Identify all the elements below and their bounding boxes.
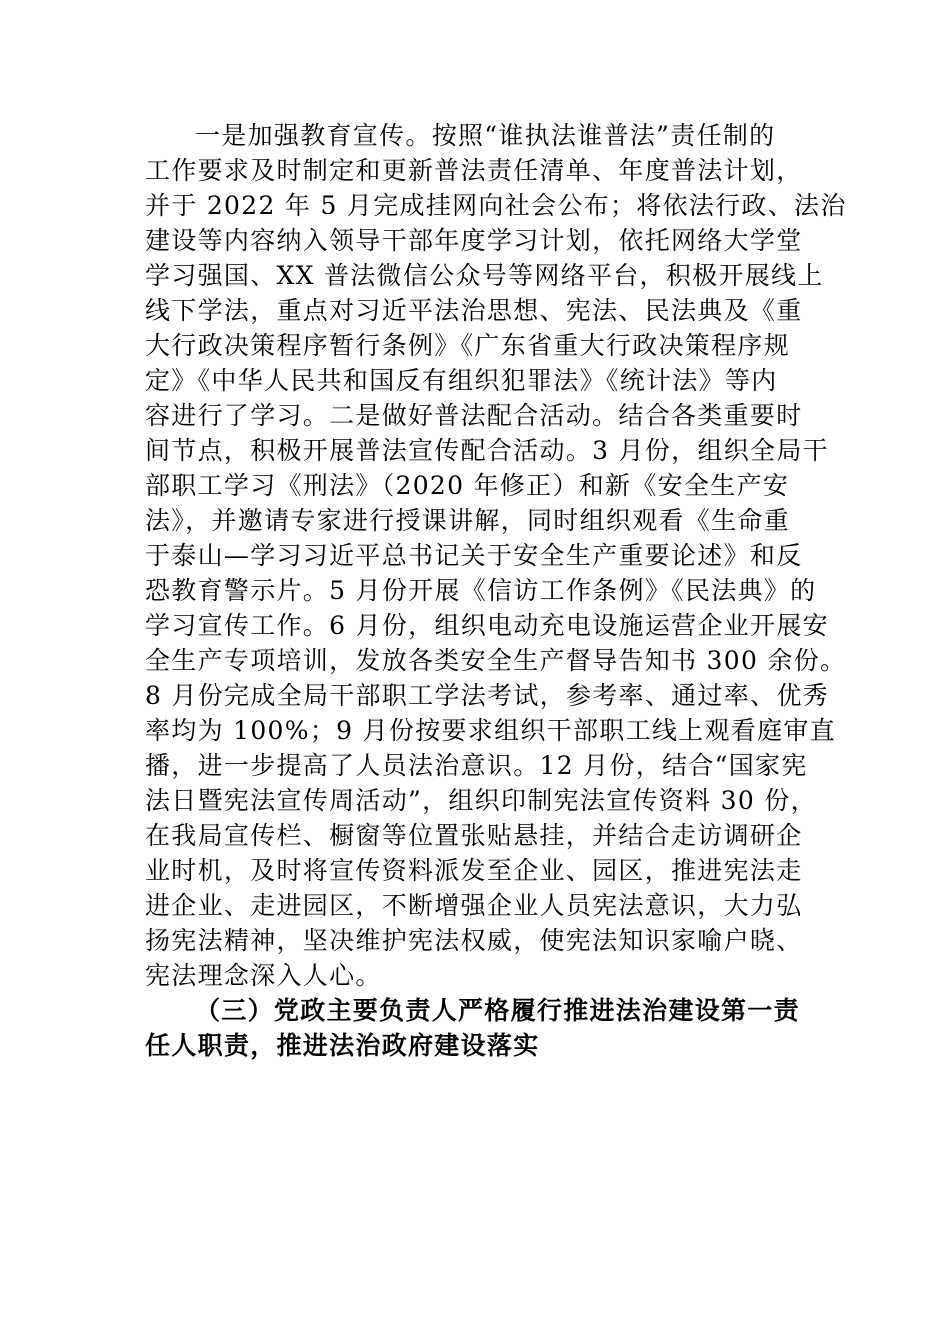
paragraph-line: 扬宪法精神，坚决维护宪法权威，使宪法知识家喻户晓、 xyxy=(145,926,803,955)
paragraph-line: 率均为 100%；9 月份按要求组织干部职工线上观看庭审直 xyxy=(145,716,836,745)
paragraph-line: 宪法理念深入人心。 xyxy=(145,961,382,990)
paragraph-line: 一是加强教育宣传。按照“谁执法谁普法”责任制的 xyxy=(195,121,776,150)
paragraph-line: 业时机，及时将宣传资料派发至企业、园区，推进宪法走 xyxy=(145,856,803,885)
paragraph-line: 学习宣传工作。6 月份，组织电动充电设施运营企业开展安 xyxy=(145,611,829,640)
section-heading-line: 任人职责，推进法治政府建设落实 xyxy=(145,1031,540,1060)
paragraph-line: 部职工学习《刑法》（2020 年修正）和新《安全生产安 xyxy=(145,471,790,500)
paragraph-line: 工作要求及时制定和更新普法责任清单、年度普法计划， xyxy=(145,156,803,185)
paragraph-line: 容进行了学习。二是做好普法配合活动。结合各类重要时 xyxy=(145,401,803,430)
paragraph-line: 学习强国、XX 普法微信公众号等网络平台，积极开展线上 xyxy=(145,261,824,290)
paragraph-line: 大行政决策程序暂行条例》《广东省重大行政决策程序规 xyxy=(145,331,791,360)
paragraph-line: 8 月份完成全局干部职工学法考试，参考率、通过率、优秀 xyxy=(145,681,829,710)
paragraph-line: 在我局宣传栏、橱窗等位置张贴悬挂，并结合走访调研企 xyxy=(145,821,803,850)
paragraph-line: 法》，并邀请专家进行授课讲解，同时组织观看《生命重 xyxy=(145,506,791,535)
paragraph-line: 线下学法，重点对习近平法治思想、宪法、民法典及《重 xyxy=(145,296,803,325)
document-body xyxy=(145,118,847,1063)
paragraph-line: 全生产专项培训，发放各类安全生产督导告知书 300 余份。 xyxy=(145,646,847,675)
paragraph-line: 于泰山—学习习近平总书记关于安全生产重要论述》和反 xyxy=(145,541,803,570)
paragraph-line: 定》《中华人民共和国反有组织犯罪法》《统计法》等内 xyxy=(145,366,778,395)
section-heading-line: （三）党政主要负责人严格履行推进法治建设第一责 xyxy=(195,996,800,1025)
paragraph-line: 建设等内容纳入领导干部年度学习计划，依托网络大学堂 xyxy=(145,226,803,255)
paragraph-line: 恐教育警示片。5 月份开展《信访工作条例》《民法典》的 xyxy=(145,576,817,605)
paragraph-line: 播，进一步提高了人员法治意识。12 月份，结合“国家宪 xyxy=(145,751,808,780)
paragraph-line: 并于 2022 年 5 月完成挂网向社会公布；将依法行政、法治 xyxy=(145,191,847,220)
paragraph-line: 法日暨宪法宣传周活动”，组织印制宪法宣传资料 30 份， xyxy=(145,786,817,815)
paragraph-line: 进企业、走进园区，不断增强企业人员宪法意识，大力弘 xyxy=(145,891,803,920)
paragraph-line: 间节点，积极开展普法宣传配合活动。3 月份，组织全局干 xyxy=(145,436,829,465)
